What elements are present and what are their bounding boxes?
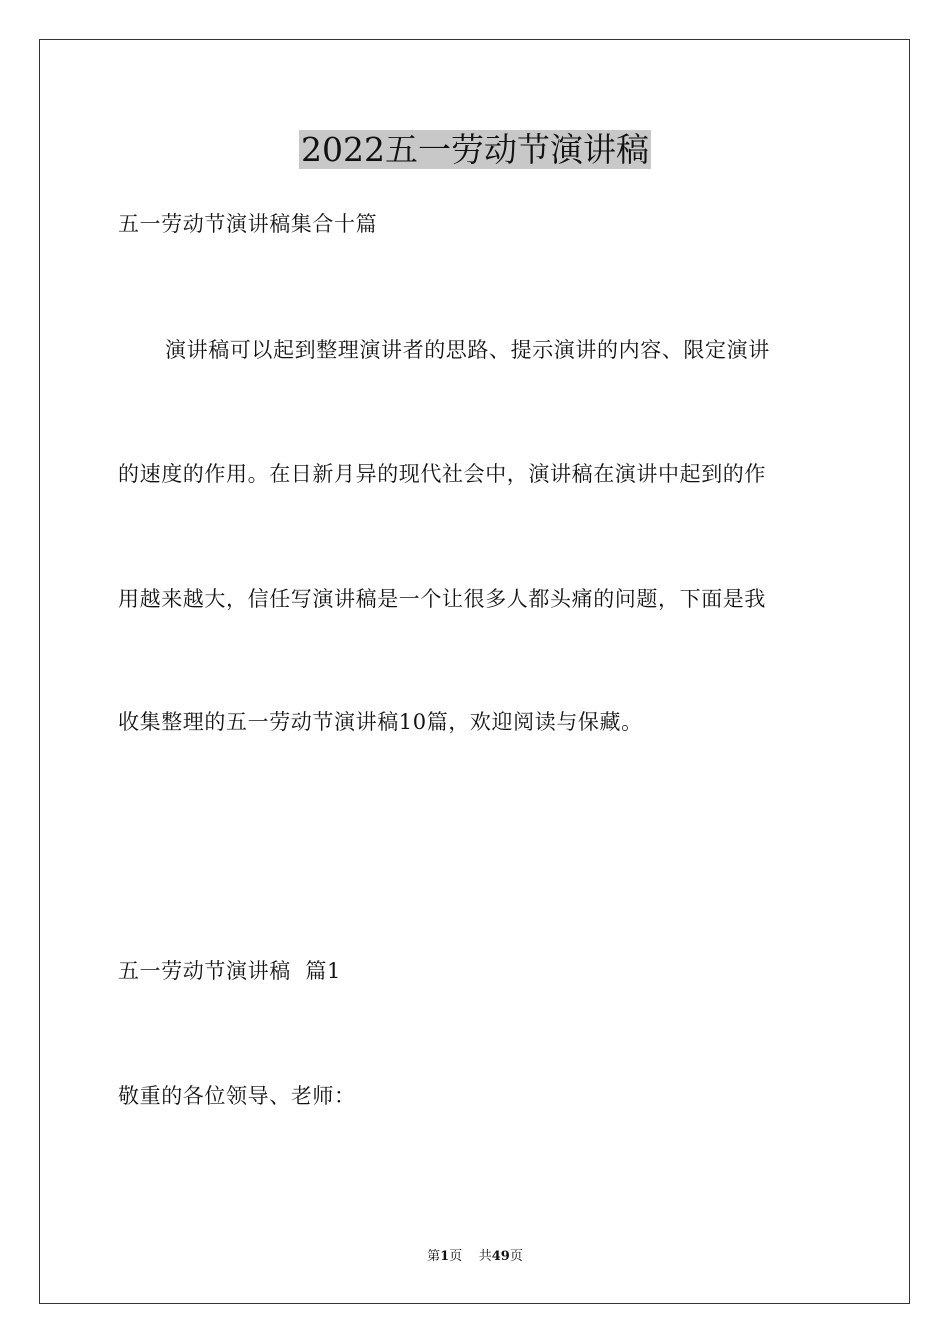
footer-page-number: 1 xyxy=(440,1249,450,1264)
footer-prefix: 第 xyxy=(427,1249,441,1264)
intro-line-1: 演讲稿可以起到整理演讲者的思路、提示演讲的内容、限定演讲 xyxy=(165,338,770,362)
footer-total-pages: 49 xyxy=(491,1249,510,1264)
intro-line-4: 收集整理的五一劳动节演讲稿10篇，欢迎阅读与保藏。 xyxy=(118,710,643,734)
document-title xyxy=(0,130,950,170)
intro-line-2: 的速度的作用。在日新月异的现代社会中，演讲稿在演讲中起到的作 xyxy=(118,462,766,486)
footer-suffix: 页 xyxy=(509,1249,523,1264)
salutation: 敬重的各位领导、老师： xyxy=(118,1084,356,1108)
intro-line-3: 用越来越大，信任写演讲稿是一个让很多人都头痛的问题，下面是我 xyxy=(118,587,766,611)
footer-mid: 页 共 xyxy=(449,1249,492,1264)
document-title-text: 2022五一劳动节演讲稿 xyxy=(301,130,649,169)
page-footer xyxy=(0,1248,950,1266)
document-subtitle: 五一劳动节演讲稿集合十篇 xyxy=(118,212,378,236)
section-heading: 五一劳动节演讲稿 篇1 xyxy=(118,959,341,983)
